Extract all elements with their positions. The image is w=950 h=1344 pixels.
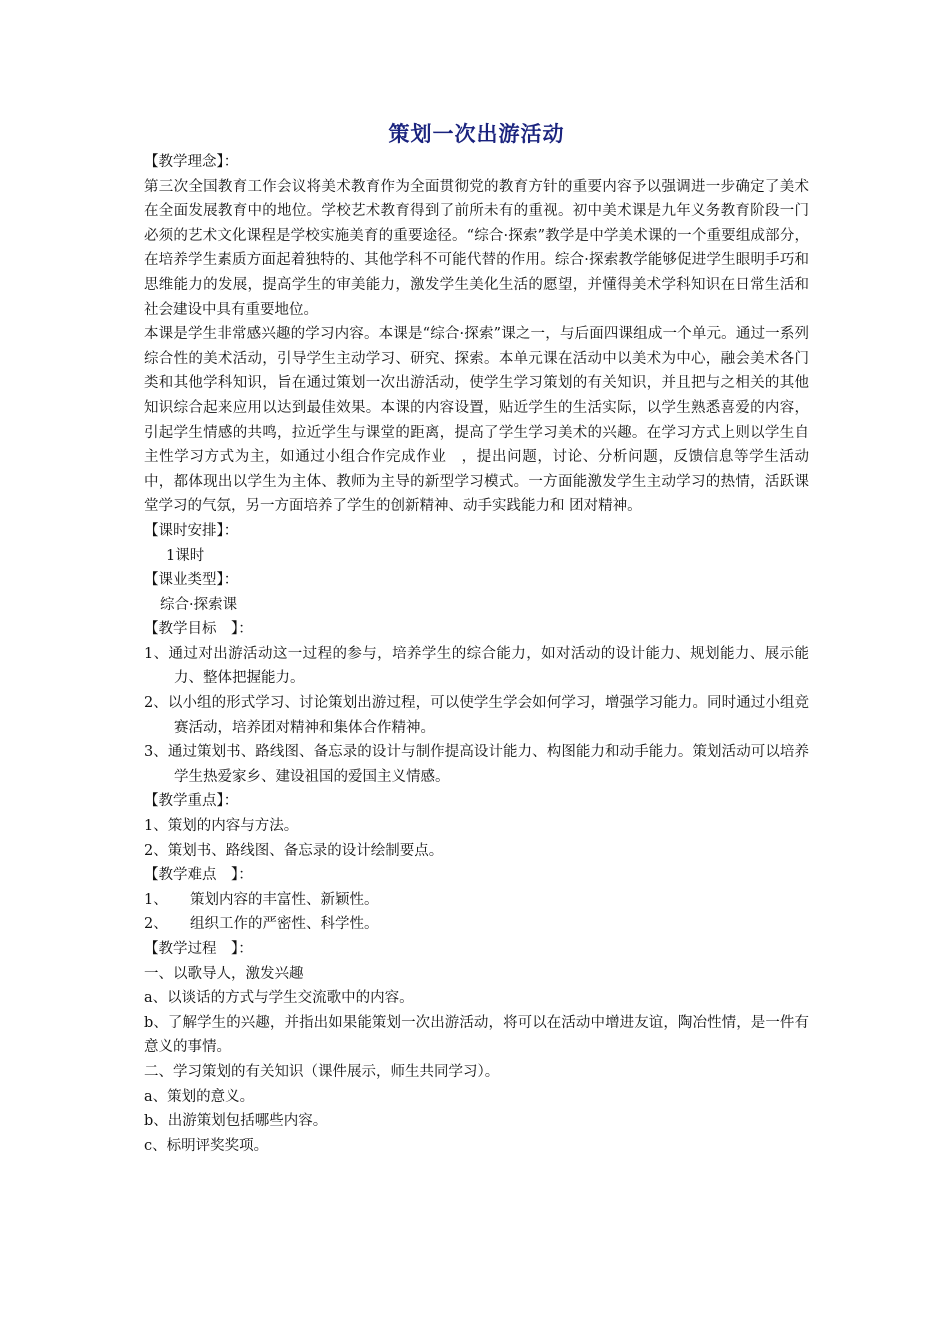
process-item: a、以谈话的方式与学生交流歌中的内容。: [144, 990, 414, 1007]
focus-heading: 【教学重点】：: [144, 793, 239, 810]
goal-item: 3、通过策划书、路线图、备忘录的设计与制作提高设计能力、构图能力和动手能力。策划活动可以培养学生热爱家乡、建设祖国的爱国主义情感。: [144, 744, 809, 785]
difficulty-text: 策划内容的丰富性、新颖性。: [190, 891, 379, 908]
goals-heading: 【教学目标 】：: [144, 621, 253, 638]
document-page: [144, 118, 809, 1158]
process-item: c、标明评奖奖项。: [144, 1137, 269, 1154]
hours-heading: 【课时安排】：: [144, 522, 239, 539]
focus-item: 2、策划书、路线图、备忘录的设计绘制要点。: [144, 842, 444, 859]
hours-value: 1课时: [166, 547, 205, 564]
concept-paragraph-2: 本课是学生非常感兴趣的学习内容。本课是“综合·探索”课之一，与后面四课组成一个单元。通过一系列综合性的美术活动，引导学生主动学习、研究、探索。本单元课在活动中以美术为中心，融会美术各门类和其他学科知识，旨在通过策划一次出游活动，使学生学习策划的有关知识，并且把与之相关的其他知识综合起来应用以达到最佳效果。本课的内容设置，贴近学生的生活实际，以学生熟悉喜爱的内容，引起学生情感的共鸣，拉近学生与课堂的距离，提高了学生学习美术的兴趣。在学习方式上则以学生自主性学习方式为主，如通过小组合作完成作业 ，提出问题，讨论、分析问题，反馈信息等学生活动中，都体现出以学生为主体、教师为主导的新型学习模式。一方面能激发学生主动学习的热情，活跃课堂学习的气氛，另一方面培养了学生的创新精神、动手实践能力和 团对精神。: [144, 326, 809, 515]
concept-paragraph-1: 第三次全国教育工作会议将美术教育作为全面贯彻党的教育方针的重要内容予以强调进一步确定了美术在全面发展教育中的地位。学校艺术教育得到了前所未有的重视。初中美术课是九年义务教育阶段一门必须的艺术文化课程是学校实施美育的重要途径。“综合·探索”教学是中学美术课的一个重要组成部分，在培养学生素质方面起着独特的、其他学科不可能代替的作用。综合·探索教学能够促进学生眼明手巧和思维能力的发展，提高学生的审美能力，激发学生美化生活的愿望，并懂得美术学科知识在日常生活和社会建设中具有重要地位。: [144, 178, 809, 318]
process-item: 二、学习策划的有关知识（课件展示，师生共同学习）。: [144, 1063, 500, 1080]
goal-item: 1、通过对出游活动这一过程的参与，培养学生的综合能力，如对活动的设计能力、规划能力、展示能力、整体把握能力。: [144, 645, 809, 687]
difficulty-number: 2、: [144, 916, 168, 933]
difficulty-text: 组织工作的严密性、科学性。: [190, 916, 379, 933]
difficulty-number: 1、: [144, 891, 168, 908]
difficulty-item: [144, 888, 809, 913]
process-item: b、出游策划包括哪些内容。: [144, 1113, 328, 1130]
type-value: 综合·探索课: [160, 596, 238, 613]
process-item: 一、以歌导人，激发兴趣: [144, 965, 304, 982]
process-item: a、策划的意义。: [144, 1088, 255, 1105]
type-heading: 【课业类型】：: [144, 572, 239, 589]
focus-item: 1、策划的内容与方法。: [144, 818, 299, 835]
process-heading: 【教学过程 】：: [144, 941, 253, 957]
document-title: 策划一次出游活动: [388, 122, 565, 146]
concept-heading: 【教学理念】：: [144, 154, 239, 170]
difficulty-item: [144, 912, 809, 937]
process-item: b、了解学生的兴趣，并指出如果能策划一次出游活动，将可以在活动中增进友谊，陶冶性情，是一件有意义的事情。: [144, 1014, 809, 1056]
difficulty-heading: 【教学难点 】：: [144, 867, 253, 884]
goal-item: 2、以小组的形式学习、讨论策划出游过程，可以使学生学会如何学习，增强学习能力。同时通过小组竞赛活动，培养团对精神和集体合作精神。: [144, 695, 809, 736]
